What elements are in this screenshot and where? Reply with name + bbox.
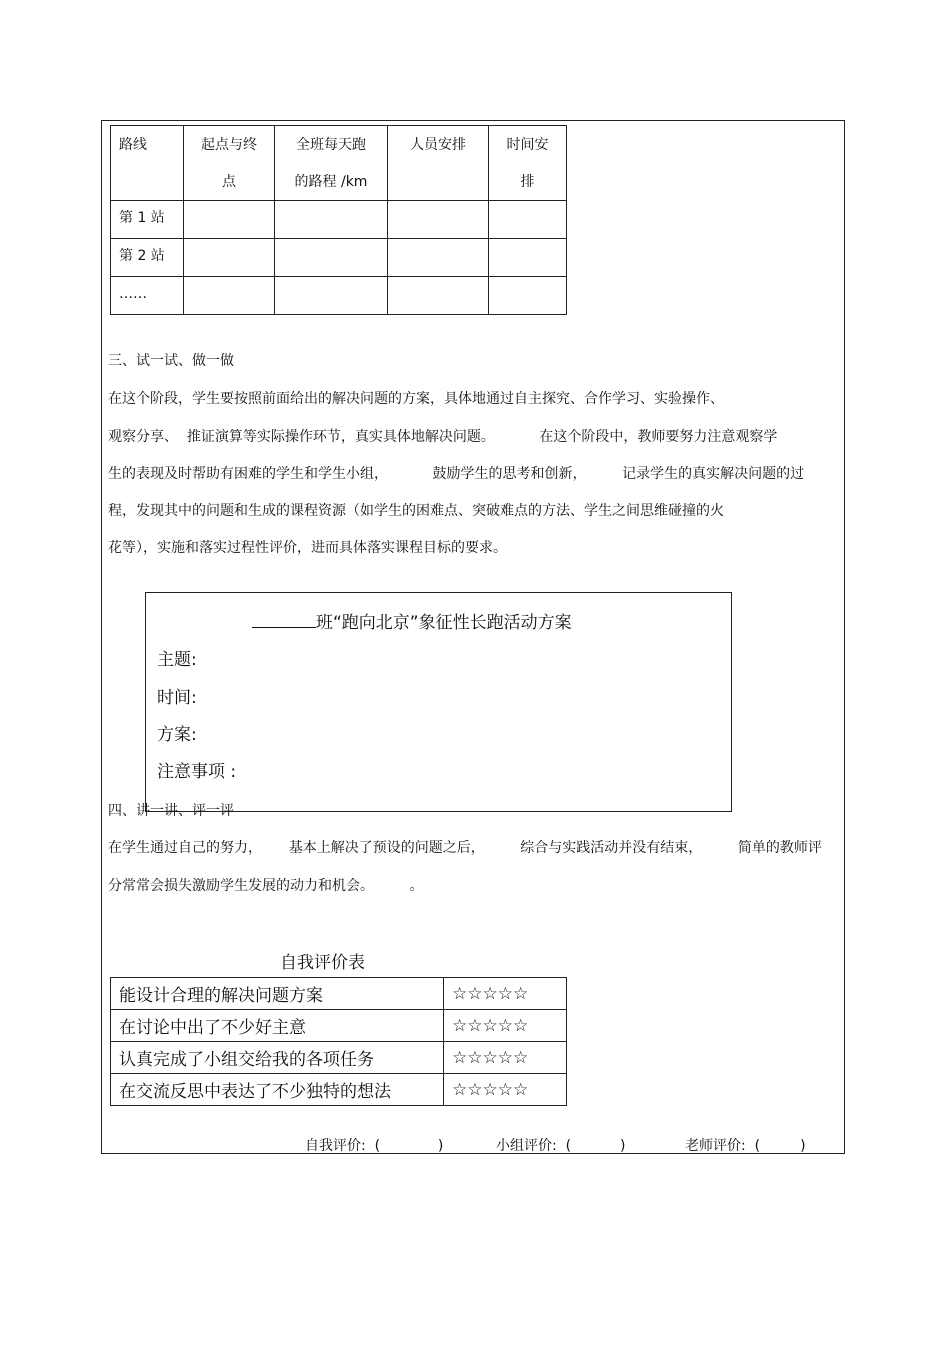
table-cell [184,201,275,239]
table-cell [275,201,388,239]
table-row [111,978,567,1010]
table-cell [388,239,489,277]
header-schedule: 时间安 排 [489,126,567,201]
table-cell [388,277,489,315]
class-name-blank [252,611,316,628]
table-cell [275,277,388,315]
plan-field-notes: 注意事项 : [157,762,237,782]
route-table [110,125,567,315]
header-staff: 人员安排 [388,126,489,201]
group-evaluation: 小组评价: ( ) [496,1138,626,1154]
header-start-end: 起点与终 点 [184,126,275,201]
criterion: 在讨论中出了不少好主意 [111,1010,444,1042]
self-eval-title: 自我评价表 [280,953,365,973]
table-row [111,277,567,315]
plan-field-theme: 主题: [157,650,197,670]
star-rating[interactable]: ☆☆☆☆☆ [444,1010,567,1042]
table-cell [489,239,567,277]
table-cell [489,277,567,315]
plan-field-time: 时间: [157,688,197,708]
criterion: 能设计合理的解决问题方案 [111,978,444,1010]
teacher-evaluation: 老师评价: ( ) [685,1138,806,1154]
section3-line: 生的表现及时帮助有困难的学生和学生小组， 鼓励学生的思考和创新， 记录学生的真实解决问题的过 [108,466,805,482]
header-daily-distance: 全班每天跑 的路程 /km [275,126,388,201]
self-eval-table [110,977,567,1106]
table-cell [489,201,567,239]
section3-line: 程，发现其中的问题和生成的课程资源（如学生的困难点、突破难点的方法、学生之间思维碰撞的火 [108,503,724,519]
section4-heading: 四、讲一讲、评一评 [108,803,234,819]
table-cell [184,277,275,315]
table-row [111,201,567,239]
table-cell [184,239,275,277]
criterion: 在交流反思中表达了不少独特的想法 [111,1074,444,1106]
section3-line: 在这个阶段，学生要按照前面给出的解决问题的方案，具体地通过自主探究、合作学习、实验操作、 [108,391,724,407]
star-rating[interactable]: ☆☆☆☆☆ [444,1042,567,1074]
plan-field-scheme: 方案: [157,725,197,745]
header-route: 路线 [111,126,184,201]
table-header-row [111,126,567,201]
table-cell [275,239,388,277]
section4-line: 分常常会损失激励学生发展的动力和机会。 。 [108,878,424,894]
table-row [111,1042,567,1074]
self-evaluation: 自我评价: ( ) [305,1138,444,1154]
station-label: …… [111,277,184,315]
section3-line: 观察分享、 推证演算等实际操作环节，真实具体地解决问题。 在这个阶段中，教师要努力注意观察学 [108,429,778,445]
star-rating[interactable]: ☆☆☆☆☆ [444,1074,567,1106]
table-row [111,1010,567,1042]
plan-title: 班“跑向北京”象征性长跑活动方案 [252,608,572,633]
station-label: 第 1 站 [111,201,184,239]
section4-line: 在学生通过自己的努力， 基本上解决了预设的问题之后， 综合与实践活动并没有结束， 简单的教师评 [108,840,822,856]
station-label: 第 2 站 [111,239,184,277]
section3-line: 花等），实施和落实过程性评价，进而具体落实课程目标的要求。 [108,540,507,556]
criterion: 认真完成了小组交给我的各项任务 [111,1042,444,1074]
table-row [111,239,567,277]
star-rating[interactable]: ☆☆☆☆☆ [444,978,567,1010]
table-row [111,1074,567,1106]
table-cell [388,201,489,239]
section3-heading: 三、试一试、做一做 [108,353,234,369]
